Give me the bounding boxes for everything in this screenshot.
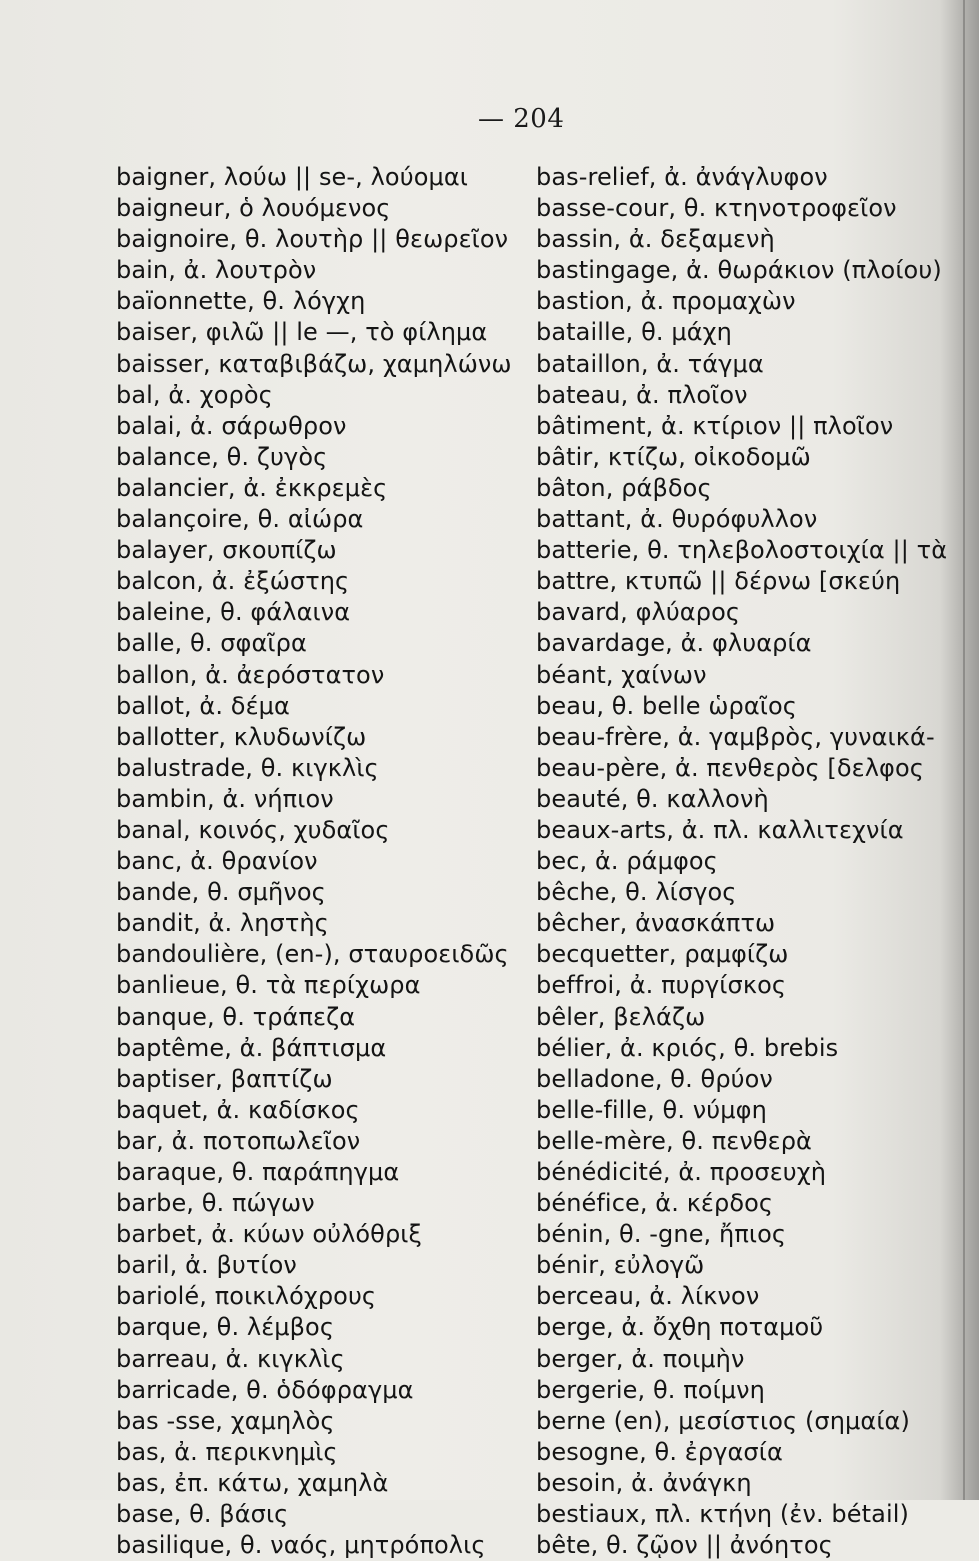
dictionary-entry: bas -sse, χαμηλὸς	[116, 1406, 335, 1435]
dictionary-entry: bénin, θ. -gne, ἤπιος	[536, 1220, 787, 1249]
dictionary-entry: baptême, ἀ. βάπτισμα	[116, 1033, 387, 1062]
dictionary-entry: berne (en), μεσίστιος (σημαία)	[536, 1406, 910, 1435]
dictionary-entry: banal, κοινός, χυδαῖος	[116, 815, 390, 844]
dictionary-entry: balai, ἀ. σάρωθρον	[116, 411, 347, 440]
dictionary-entry: ballon, ἀ. ἀερόστατον	[116, 660, 385, 689]
dictionary-entry: bélier, ἀ. κριός, θ. brebis	[536, 1033, 839, 1062]
dictionary-entry: baignoire, θ. λουτὴρ || θεωρεῖον	[116, 225, 509, 254]
dictionary-entry: bavard, φλύαρος	[536, 598, 741, 627]
dictionary-entry: battant, ἀ. θυρόφυλλον	[536, 505, 818, 534]
dictionary-entry: balayer, σκουπίζω	[116, 536, 337, 565]
dictionary-entry: bénédicité, ἀ. προσευχὴ	[536, 1158, 827, 1186]
dictionary-entry: balancier, ἀ. ἐκκρεμὲς	[116, 473, 388, 502]
page-number: — 204	[478, 104, 565, 134]
dictionary-entry: beau-frère, ἀ. γαμβρὸς, γυναικά-	[536, 722, 935, 751]
dictionary-entry: baigneur, ὁ λουόμενος	[116, 194, 391, 223]
dictionary-entry: bataille, θ. μάχη	[536, 318, 732, 347]
dictionary-entry: bâtiment, ἀ. κτίριον || πλοῖον	[536, 411, 894, 440]
dictionary-entry: bateau, ἀ. πλοῖον	[536, 380, 748, 409]
dictionary-entry: bar, ἀ. ποτοπωλεῖον	[116, 1126, 361, 1155]
left-column	[116, 162, 516, 1561]
dictionary-entry: bande, θ. σμῆνος	[116, 878, 326, 907]
dictionary-entry: banque, θ. τράπεζα	[116, 1002, 356, 1031]
dictionary-entry: barreau, ἀ. κιγκλὶς	[116, 1344, 345, 1373]
dictionary-entry: barque, θ. λέμβος	[116, 1313, 335, 1342]
dictionary-entry: bastingage, ἀ. θωράκιον (πλοίου)	[536, 256, 942, 285]
dictionary-entry: baïonnette, θ. λόγχη	[116, 287, 366, 316]
dictionary-entry: beaux-arts, ἀ. πλ. καλλιτεχνία	[536, 815, 904, 844]
dictionary-entry: bariolé, ποικιλόχρους	[116, 1282, 377, 1311]
dictionary-entry: bastion, ἀ. προμαχὼν	[536, 287, 796, 316]
dictionary-entry: barbet, ἀ. κύων οὐλόθριξ	[116, 1220, 422, 1249]
dictionary-entry: baleine, θ. φάλαινα	[116, 598, 351, 627]
dictionary-entry: balançoire, θ. αἰώρα	[116, 505, 364, 534]
dictionary-entry: basse-cour, θ. κτηνοτροφεῖον	[536, 194, 897, 223]
dictionary-entry: balance, θ. ζυγὸς	[116, 442, 328, 471]
dictionary-entry: berceau, ἀ. λίκνον	[536, 1282, 760, 1311]
dictionary-entry: belle-mère, θ. πενθερὰ	[536, 1126, 812, 1155]
dictionary-entry: bec, ἀ. ράμφος	[536, 847, 718, 876]
dictionary-entry: béant, χαίνων	[536, 660, 707, 689]
dictionary-entry: barricade, θ. ὁδόφραγμα	[116, 1375, 414, 1404]
dictionary-entry: barbe, θ. πώγων	[116, 1189, 315, 1218]
dictionary-entry: bandit, ἀ. ληστὴς	[116, 909, 329, 938]
dictionary-entry: belle-fille, θ. νύμφη	[536, 1095, 767, 1124]
dictionary-entry: becquetter, ραμφίζω	[536, 940, 789, 969]
dictionary-entry: bêler, βελάζω	[536, 1002, 706, 1031]
dictionary-entry: balcon, ἀ. ἐξώστης	[116, 567, 350, 596]
dictionary-entry: battre, κτυπῶ || δέρνω [σκεύη	[536, 567, 901, 596]
dictionary-entry: beauté, θ. καλλονὴ	[536, 784, 769, 813]
dictionary-entry: banlieue, θ. τὰ περίχωρα	[116, 971, 421, 1000]
dictionary-entry: bavardage, ἀ. φλυαρία	[536, 629, 812, 658]
dictionary-entry: beau, θ. belle ὡραῖος	[536, 691, 797, 720]
dictionary-entry: bêcher, ἀνασκάπτω	[536, 909, 776, 938]
dictionary-entry: ballot, ἀ. δέμα	[116, 691, 290, 720]
dictionary-entry: bâtir, κτίζω, οἰκοδομῶ	[536, 442, 811, 471]
dictionary-entry: belladone, θ. θρύον	[536, 1064, 773, 1093]
dictionary-entry: bal, ἀ. χορὸς	[116, 380, 273, 409]
dictionary-entry: bassin, ἀ. δεξαμενὴ	[536, 225, 775, 254]
dictionary-entry: beau-père, ἀ. πενθερὸς [δελφος	[536, 753, 924, 782]
dictionary-entry: ballotter, κλυδωνίζω	[116, 722, 367, 751]
dictionary-entry: bâton, ράβδος	[536, 473, 712, 502]
dictionary-entry: bas-relief, ἀ. ἀνάγλυφον	[536, 163, 828, 191]
dictionary-entry: besogne, θ. ἐργασία	[536, 1437, 783, 1466]
right-column	[536, 162, 948, 1561]
dictionary-entry: bête, θ. ζῷον || ἀνόητος	[536, 1531, 833, 1560]
dictionary-entry: besoin, ἀ. ἀνάγκη	[536, 1468, 752, 1497]
dictionary-entry: baraque, θ. παράπηγμα	[116, 1158, 400, 1186]
dictionary-entry: bergerie, θ. ποίμνη	[536, 1375, 765, 1404]
page-edge-shadow	[963, 0, 965, 1500]
dictionary-entry: baisser, καταβιβάζω, χαμηλώνω	[116, 349, 512, 378]
dictionary-entry: balle, θ. σφαῖρα	[116, 629, 307, 658]
dictionary-entry: bataillon, ἀ. τάγμα	[536, 349, 764, 378]
dictionary-entry: baigner, λούω || se-, λούομαι	[116, 163, 469, 191]
dictionary-entry: base, θ. βάσις	[116, 1500, 289, 1529]
dictionary-entry: berge, ἀ. ὄχθη ποταμοῦ	[536, 1313, 824, 1342]
dictionary-entry: bas, ἐπ. κάτω, χαμηλὰ	[116, 1468, 389, 1497]
dictionary-entry: bestiaux, πλ. κτήνη (ἐν. bétail)	[536, 1500, 909, 1529]
dictionary-entry: baptiser, βαπτίζω	[116, 1064, 333, 1093]
dictionary-entry: bambin, ἀ. νήπιον	[116, 784, 334, 813]
dictionary-entry: batterie, θ. τηλεβολοστοιχία || τὰ	[536, 536, 948, 565]
dictionary-entry: banc, ἀ. θρανίον	[116, 847, 318, 876]
dictionary-entry: bas, ἀ. περικνημὶς	[116, 1437, 338, 1466]
dictionary-entry: bandoulière, (en-), σταυροειδῶς	[116, 940, 509, 969]
dictionary-entry: bénir, εὐλογῶ	[536, 1251, 705, 1280]
dictionary-entry: baril, ἀ. βυτίον	[116, 1251, 297, 1280]
dictionary-entry: berger, ἀ. ποιμὴν	[536, 1344, 745, 1373]
dictionary-entry: baiser, φιλῶ || le —, τὸ φίλημα	[116, 318, 488, 347]
dictionary-entry: bêche, θ. λίσγος	[536, 878, 737, 907]
dictionary-entry: bénéfice, ἀ. κέρδος	[536, 1189, 774, 1218]
dictionary-entry: beffroi, ἀ. πυργίσκος	[536, 971, 787, 1000]
dictionary-entry: baquet, ἀ. καδίσκος	[116, 1095, 360, 1124]
dictionary-entry: balustrade, θ. κιγκλὶς	[116, 753, 379, 782]
dictionary-entry: bain, ἀ. λουτρὸν	[116, 256, 317, 285]
dictionary-entry: basilique, θ. ναός, μητρόπολις	[116, 1531, 486, 1560]
